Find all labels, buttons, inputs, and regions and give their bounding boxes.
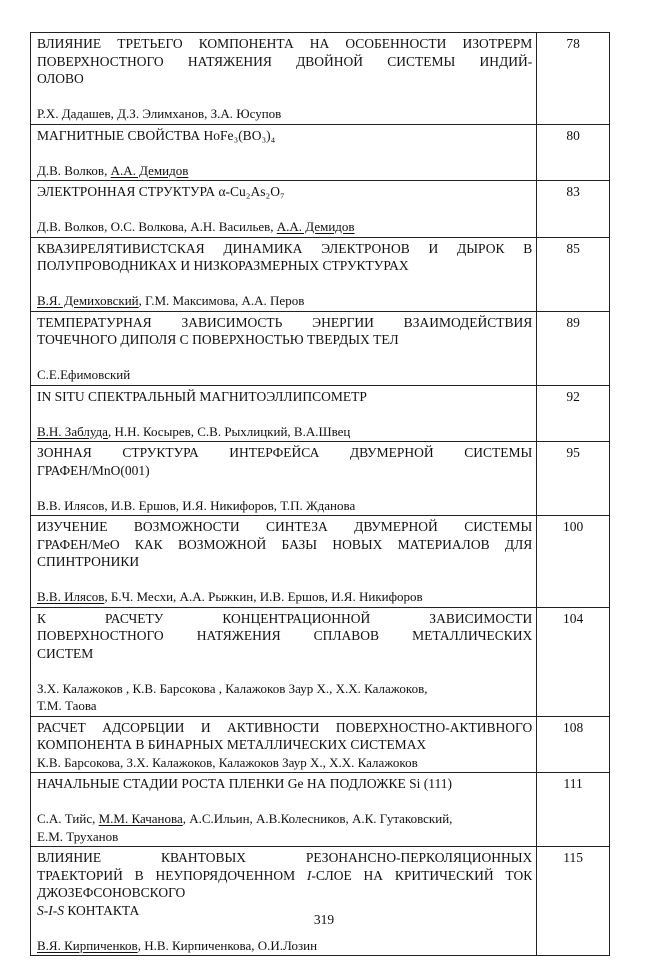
entry-authors — [37, 588, 532, 606]
toc-entry-body — [31, 717, 537, 773]
toc-entry — [30, 516, 610, 608]
entry-authors — [37, 680, 532, 715]
spacer — [37, 88, 532, 106]
author-text: , Н.В. Кирпиченкова, О.И.Лозин — [137, 937, 318, 953]
author-text: С.Е.Ефимовский — [37, 367, 131, 382]
spacer — [37, 144, 532, 162]
spacer — [37, 571, 532, 589]
toc-entry — [30, 442, 610, 516]
author-text: С.А. Тийс, — [37, 811, 99, 826]
toc-entry — [30, 773, 610, 847]
toc-entry-body — [31, 847, 537, 955]
entry-page-number: 115 — [563, 850, 583, 865]
entry-title-line: ПОВЕРХНОСТНОГО НАТЯЖЕНИЯ ДВОЙНОЙ СИСТЕМЫ ИНДИЙ- — [37, 53, 533, 69]
entry-authors — [37, 937, 532, 955]
entry-authors — [37, 292, 532, 310]
entry-title-line: ТОЧЕЧНОГО ДИПОЛЯ С ПОВЕРХНОСТЬЮ ТВЕРДЫХ ТЕЛ — [37, 332, 399, 347]
entry-title-line: ТЕМПЕРАТУРНАЯ ЗАВИСИМОСТЬ ЭНЕРГИИ ВЗАИМОДЕЙСТВИЯ — [37, 314, 533, 330]
spacer — [37, 405, 532, 423]
toc-entry — [30, 312, 610, 386]
entry-title-line: НАЧАЛЬНЫЕ СТАДИИ РОСТА ПЛЕНКИ Ge НА ПОДЛОЖКЕ Si (111) — [37, 776, 452, 791]
entry-title-line: S-I-S КОНТАКТА — [37, 902, 140, 918]
entry-title-line: IN SITU СПЕКТРАЛЬНЫЙ МАГНИТОЭЛЛИПСОМЕТР — [37, 388, 367, 404]
toc-entry-body — [31, 181, 537, 237]
toc-entry — [30, 238, 610, 312]
entry-page-number: 92 — [566, 388, 580, 404]
entry-title-line: КОМПОНЕНТА В БИНАРНЫХ МЕТАЛЛИЧЕСКИХ СИСТЕМАХ — [37, 737, 427, 752]
entry-title-line: ЗОННАЯ СТРУКТУРА ИНТЕРФЕЙСА ДВУМЕРНОЙ СИСТЕМЫ — [37, 445, 533, 460]
toc-entry-body — [31, 442, 537, 515]
toc-entry-body — [31, 312, 537, 385]
toc-entry — [30, 717, 610, 774]
entry-title-line: СПИНТРОНИКИ — [37, 554, 140, 569]
entry-page-number: 80 — [566, 127, 580, 143]
entry-title-line: ДЖОЗЕФСОНОВСКОГО — [37, 885, 186, 900]
entry-page-number: 100 — [563, 519, 584, 534]
entry-title-line: РАСЧЕТ АДСОРБЦИИ И АКТИВНОСТИ ПОВЕРХНОСТНО-АКТИВНОГО — [37, 719, 533, 735]
entry-authors — [37, 810, 532, 845]
entry-authors — [37, 366, 532, 384]
author-text: К.В. Барсокова, З.Х. Калажоков, Калажоков Заур Х., Х.Х. Калажоков — [37, 754, 418, 770]
author-text: , А.С.Ильин, А.В.Колесников, А.К. Гутаковский, Е.М. Труханов — [37, 811, 453, 844]
presenting-author: А.А. Демидов — [110, 162, 189, 178]
toc-entry — [30, 608, 610, 717]
presenting-author: В.Я. Демиховский — [37, 293, 139, 308]
entry-title-line: ВЛИЯНИЕ ТРЕТЬЕГО КОМПОНЕНТА НА ОСОБЕННОСТИ ИЗОТРЕРМ — [37, 36, 533, 51]
presenting-author: А.А. Демидов — [276, 219, 355, 234]
entry-authors — [37, 218, 532, 236]
author-text: , Г.М. Максимова, А.А. Перов — [138, 293, 305, 308]
toc-entry — [30, 847, 610, 956]
presenting-author: В.В. Илясов — [37, 589, 105, 604]
entry-title-line: ЭЛЕКТРОННАЯ СТРУКТУРА α-Cu₂As₂O₇ — [37, 184, 285, 199]
presenting-author: В.Я. Кирпиченков — [37, 937, 138, 953]
entry-page-number: 95 — [566, 445, 580, 460]
entry-authors — [37, 105, 532, 123]
entry-authors — [37, 162, 532, 180]
entry-title-line: МАГНИТНЫЕ СВОЙСТВА HoFe₃(BO₃)₄ — [37, 127, 276, 143]
toc-entry-body — [31, 516, 537, 607]
toc-entry-body — [31, 773, 537, 846]
entry-title-line: ОЛОВО — [37, 71, 84, 86]
toc-entry — [30, 32, 610, 125]
presenting-author: В.Н. Заблуда — [37, 423, 108, 439]
table-of-contents — [30, 32, 610, 956]
entry-authors — [37, 423, 532, 441]
entry-title-line: ИЗУЧЕНИЕ ВОЗМОЖНОСТИ СИНТЕЗА ДВУМЕРНОЙ СИСТЕМЫ — [37, 519, 533, 534]
spacer — [37, 201, 532, 219]
author-text: Д.В. Волков, — [37, 162, 111, 178]
author-text: , Б.Ч. Месхи, А.А. Рыжкин, И.В. Ершов, И.Я. Никифоров — [104, 589, 423, 604]
entry-title-line: ВЛИЯНИЕ КВАНТОВЫХ РЕЗОНАНСНО-ПЕРКОЛЯЦИОННЫХ — [37, 850, 533, 865]
author-text: Р.Х. Дадашев, Д.З. Элимханов, З.А. Юсупов — [37, 106, 282, 121]
entry-authors — [37, 754, 532, 772]
author-text: Д.В. Волков, О.С. Волкова, А.Н. Васильев, — [37, 219, 277, 234]
spacer — [37, 349, 532, 367]
spacer — [37, 662, 532, 680]
toc-entry — [30, 181, 610, 238]
toc-entry-body — [31, 386, 537, 442]
entry-title-line: ПОВЕРХНОСТНОГО НАТЯЖЕНИЯ СПЛАВОВ МЕТАЛЛИЧЕСКИХ — [37, 628, 533, 643]
entry-title-line: ГРАФЕН/MnO(001) — [37, 462, 150, 478]
entry-page-number: 104 — [563, 610, 584, 626]
author-text: В.В. Илясов, И.В. Ершов, И.Я. Никифоров, Т.П. Жданова — [37, 497, 356, 513]
entry-title-line: КВАЗИРЕЛЯТИВИСТСКАЯ ДИНАМИКА ЭЛЕКТРОНОВ И ДЫРОК В — [37, 240, 533, 256]
entry-title-line: СИСТЕМ — [37, 645, 94, 661]
entry-page-number: 85 — [566, 240, 580, 256]
toc-entry — [30, 125, 610, 182]
entry-page-number: 111 — [563, 776, 583, 791]
entry-page-number: 108 — [563, 719, 584, 735]
toc-entry-body — [31, 33, 537, 124]
toc-entry — [30, 386, 610, 443]
presenting-author: М.М. Качанова — [98, 811, 183, 826]
entry-authors — [37, 497, 532, 515]
entry-title-line: К РАСЧЕТУ КОНЦЕНТРАЦИОННОЙ ЗАВИСИМОСТИ — [37, 610, 533, 626]
entry-page-number: 78 — [566, 36, 580, 51]
entry-title-line: ТРАЕКТОРИЙ В НЕУПОРЯДОЧЕННОМ I-СЛОЕ НА КРИТИЧЕСКИЙ ТОК — [37, 867, 533, 883]
entry-title-line: ГРАФЕН/MeO КАК ВОЗМОЖНОЙ БАЗЫ НОВЫХ МАТЕРИАЛОВ ДЛЯ — [37, 536, 533, 552]
entry-page-number: 89 — [566, 314, 580, 330]
entry-title-line: ПОЛУПРОВОДНИКАХ И НИЗКОРАЗМЕРНЫХ СТРУКТУРАХ — [37, 258, 409, 273]
toc-entry-body — [31, 125, 537, 181]
spacer — [37, 275, 532, 293]
author-text: З.Х. Калажоков , К.В. Барсокова , Калажоков Заур Х., Х.Х. Калажоков, Т.М. Таова — [37, 680, 428, 713]
page-number: 319 — [313, 912, 335, 927]
toc-entry-body — [31, 238, 537, 311]
spacer — [37, 793, 532, 811]
author-text: , Н.Н. Косырев, С.В. Рыхлицкий, В.А.Швец — [107, 423, 351, 439]
spacer — [37, 479, 532, 497]
entry-page-number: 83 — [566, 184, 580, 199]
toc-entry-body — [31, 608, 537, 716]
